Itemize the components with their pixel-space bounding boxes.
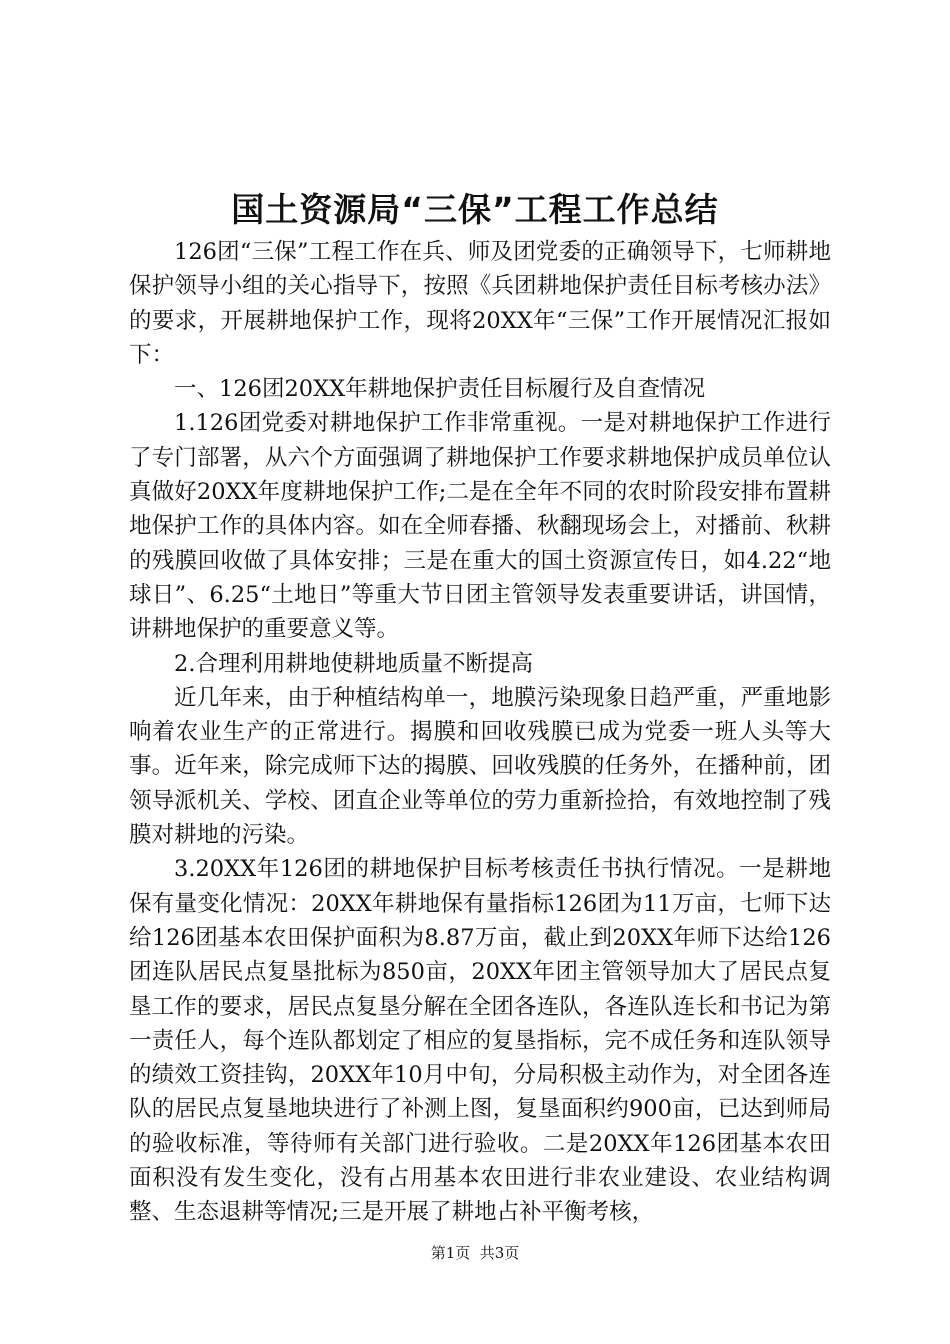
page-footer: 第1页 共3页	[430, 1244, 520, 1262]
document-body	[129, 235, 831, 1230]
paragraph-item-1: 1.126团党委对耕地保护工作非常重视。一是对耕地保护工作进行了专门部署，从六个方面强调了耕地保护工作要求耕地保护成员单位认真做好20XX年度耕地保护工作;二是在全年不同的农时阶段安排布置耕地保护工作的具体内容。如在全师春播、秋翻现场会上，对播前、秋耕的残膜回收做了具体安排；三是在重大的国土资源宣传日，如4.22“地球日”、6.25“土地日”等重大节日团主管领导发表重要讲话，讲国情，讲耕地保护的重要意义等。	[129, 410, 831, 643]
section-heading-1: 一、126团20XX年耕地保护责任目标履行及自查情况	[174, 376, 706, 403]
document-title: 国土资源局“三保”工程工作总结	[231, 190, 719, 229]
paragraph-item-2-heading: 2.合理利用耕地使耕地质量不断提高	[174, 650, 533, 677]
paragraph-item-3: 3.20XX年126团的耕地保护目标考核责任书执行情况。一是耕地保有量变化情况：20XX年耕地保有量指标126团为11万亩，七师下达给126团基本农田保护面积为8.87万亩，截止到20XX年师下达给126团连队居民点复垦批标为850亩，20XX年团主管领导加大了居民点复垦工作的要求，居民点复垦分解在全团各连队，各连队连长和书记为第一责任人，每个连队都划定了相应的复垦指标，完不成任务和连队领导的绩效工资挂钩，20XX年10月中旬，分局积极主动作为，对全团各连队的居民点复垦地块进行了补测上图，复垦面积约900亩，已达到师局的验收标准，等待师有关部门进行验收。二是20XX年126团基本农田面积没有发生变化，没有占用基本农田进行非农业建设、农业结构调整、生态退耕等情况;三是开展了耕地占补平衡考核，	[129, 856, 831, 1226]
paragraph-item-2-body: 近几年来，由于种植结构单一，地膜污染现象日趋严重，严重地影响着农业生产的正常进行。揭膜和回收残膜已成为党委一班人头等大事。近年来，除完成师下达的揭膜、回收残膜的任务外，在播种前，团领导派机关、学校、团直企业等单位的劳力重新捡拾，有效地控制了残膜对耕地的污染。	[129, 684, 831, 849]
paragraph-intro: 126团“三保”工程工作在兵、师及团党委的正确领导下，七师耕地保护领导小组的关心指导下，按照《兵团耕地保护责任目标考核办法》的要求，开展耕地保护工作，现将20XX年“三保”工作开展情况汇报如下：	[129, 239, 831, 368]
